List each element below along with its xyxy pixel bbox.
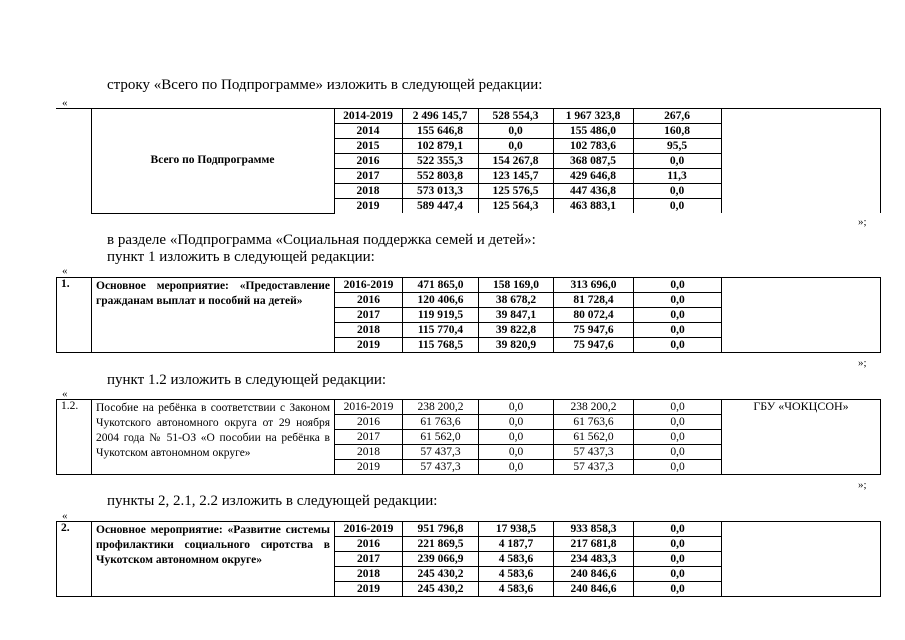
- federal-budget-cell: 0,0: [479, 445, 554, 460]
- federal-budget-cell: 125 576,5: [478, 184, 553, 199]
- federal-budget-cell: 125 564,3: [478, 199, 553, 214]
- local-budget-cell: 0,0: [634, 430, 722, 445]
- regional-budget-cell: 933 858,3: [554, 522, 634, 537]
- federal-budget-cell: 0,0: [479, 460, 554, 475]
- period-cell: 2016-2019: [335, 400, 403, 415]
- table-row: [57, 522, 881, 537]
- total-cell: 552 803,8: [402, 169, 478, 184]
- local-budget-cell: 0,0: [633, 154, 721, 169]
- paragraph-item-1: пункт 1 изложить в следующей редакции:: [107, 249, 375, 265]
- paragraph-item-1-2: пункт 1.2 изложить в следующей редакции:: [107, 372, 387, 388]
- close-quote: »;: [858, 357, 867, 369]
- local-budget-cell: 0,0: [634, 338, 722, 353]
- local-budget-cell: 0,0: [634, 415, 722, 430]
- regional-budget-cell: 75 947,6: [554, 323, 634, 338]
- period-cell: 2016-2019: [335, 522, 403, 537]
- period-cell: 2019: [335, 338, 403, 353]
- federal-budget-cell: 38 678,2: [479, 293, 554, 308]
- total-cell: 2 496 145,7: [402, 109, 478, 124]
- period-cell: 2017: [335, 430, 403, 445]
- local-budget-cell: 0,0: [633, 199, 721, 214]
- regional-budget-cell: 75 947,6: [554, 338, 634, 353]
- item-number: 1.: [57, 278, 92, 353]
- regional-budget-cell: 238 200,2: [554, 400, 634, 415]
- local-budget-cell: 0,0: [634, 400, 722, 415]
- total-cell: 120 406,6: [403, 293, 479, 308]
- total-cell: 115 768,5: [403, 338, 479, 353]
- period-cell: 2016: [335, 293, 403, 308]
- period-cell: 2018: [335, 567, 403, 582]
- item-name: Основное мероприятие: «Предоставление гражданам выплат и пособий на детей»: [92, 278, 335, 353]
- federal-budget-cell: 0,0: [479, 415, 554, 430]
- regional-budget-cell: 463 883,1: [553, 199, 633, 214]
- period-cell: 2019: [335, 582, 403, 597]
- total-cell: 57 437,3: [403, 445, 479, 460]
- total-cell: 57 437,3: [403, 460, 479, 475]
- local-budget-cell: 0,0: [634, 308, 722, 323]
- period-cell: 2019: [334, 199, 402, 214]
- period-cell: 2018: [335, 323, 403, 338]
- total-cell: 61 562,0: [403, 430, 479, 445]
- period-cell: 2017: [334, 169, 402, 184]
- federal-budget-cell: 158 169,0: [479, 278, 554, 293]
- total-cell: 238 200,2: [403, 400, 479, 415]
- regional-budget-cell: 57 437,3: [554, 460, 634, 475]
- regional-budget-cell: 57 437,3: [554, 445, 634, 460]
- table-row: [56, 109, 880, 124]
- open-quote: «: [62, 97, 68, 109]
- federal-budget-cell: 4 583,6: [479, 552, 554, 567]
- regional-budget-cell: 429 646,8: [553, 169, 633, 184]
- executor-cell: ГБУ «ЧОКЦСОН»: [722, 400, 881, 475]
- regional-budget-cell: 61 763,6: [554, 415, 634, 430]
- total-cell: 239 066,9: [403, 552, 479, 567]
- federal-budget-cell: 39 820,9: [479, 338, 554, 353]
- total-cell: 245 430,2: [403, 582, 479, 597]
- federal-budget-cell: 39 822,8: [479, 323, 554, 338]
- total-cell: 522 355,3: [402, 154, 478, 169]
- total-cell: 573 013,3: [402, 184, 478, 199]
- total-cell: 951 796,8: [403, 522, 479, 537]
- total-cell: 589 447,4: [402, 199, 478, 214]
- regional-budget-cell: 234 483,3: [554, 552, 634, 567]
- item-number: 2.: [57, 522, 92, 597]
- paragraph-section: в разделе «Подпрограмма «Социальная поддержка семей и детей»:: [107, 232, 536, 248]
- local-budget-cell: 0,0: [634, 460, 722, 475]
- local-budget-cell: 0,0: [634, 323, 722, 338]
- period-cell: 2016-2019: [335, 278, 403, 293]
- federal-budget-cell: 4 583,6: [479, 582, 554, 597]
- table-row: [57, 278, 881, 293]
- total-cell: 102 879,1: [402, 139, 478, 154]
- local-budget-cell: 0,0: [634, 537, 722, 552]
- executor-cell: [722, 278, 881, 353]
- paragraph-items-2: пункты 2, 2.1, 2.2 изложить в следующей редакции:: [107, 493, 438, 509]
- local-budget-cell: 0,0: [634, 278, 722, 293]
- total-cell: 245 430,2: [403, 567, 479, 582]
- local-budget-cell: 267,6: [633, 109, 721, 124]
- item-name: Пособие на ребёнка в соответствии с Законом Чукотского автономного округа от 29 ноября 2004 года № 51-ОЗ «О пособии на ребёнка в Чукотском автономном округе»: [92, 400, 335, 475]
- open-quote: «: [62, 265, 68, 277]
- period-cell: 2019: [335, 460, 403, 475]
- period-cell: 2016: [335, 415, 403, 430]
- local-budget-cell: 95,5: [633, 139, 721, 154]
- regional-budget-cell: 80 072,4: [554, 308, 634, 323]
- local-budget-cell: 0,0: [634, 567, 722, 582]
- regional-budget-cell: 61 562,0: [554, 430, 634, 445]
- executor-cell: [721, 109, 880, 214]
- regional-budget-cell: 368 087,5: [553, 154, 633, 169]
- federal-budget-cell: 0,0: [478, 124, 553, 139]
- table-item-1-2: [56, 399, 881, 475]
- item-number: 1.2.: [57, 400, 92, 475]
- regional-budget-cell: 447 436,8: [553, 184, 633, 199]
- regional-budget-cell: 81 728,4: [554, 293, 634, 308]
- federal-budget-cell: 0,0: [479, 430, 554, 445]
- open-quote: «: [62, 388, 68, 400]
- local-budget-cell: 0,0: [634, 552, 722, 567]
- table-total-subprogram: [56, 108, 881, 214]
- period-cell: 2014-2019: [334, 109, 402, 124]
- close-quote: »;: [858, 216, 867, 228]
- federal-budget-cell: 0,0: [478, 139, 553, 154]
- period-cell: 2015: [334, 139, 402, 154]
- total-cell: 61 763,6: [403, 415, 479, 430]
- local-budget-cell: 0,0: [634, 445, 722, 460]
- federal-budget-cell: 17 938,5: [479, 522, 554, 537]
- period-cell: 2016: [335, 537, 403, 552]
- local-budget-cell: 0,0: [633, 184, 721, 199]
- federal-budget-cell: 4 187,7: [479, 537, 554, 552]
- total-cell: 119 919,5: [403, 308, 479, 323]
- regional-budget-cell: 155 486,0: [553, 124, 633, 139]
- regional-budget-cell: 313 696,0: [554, 278, 634, 293]
- period-cell: 2016: [334, 154, 402, 169]
- table-item-1: [56, 277, 881, 353]
- paragraph-total-line: строку «Всего по Подпрограмме» изложить в следующей редакции:: [107, 77, 543, 93]
- table-row: [57, 400, 881, 415]
- close-quote: »;: [858, 479, 867, 491]
- regional-budget-cell: 102 783,6: [553, 139, 633, 154]
- table-item-2: [56, 521, 881, 597]
- federal-budget-cell: 154 267,8: [478, 154, 553, 169]
- item-name: Основное мероприятие: «Развитие системы профилактики социального сиротства в Чукотском автономном округе»: [92, 522, 335, 597]
- local-budget-cell: 0,0: [634, 293, 722, 308]
- federal-budget-cell: 0,0: [479, 400, 554, 415]
- federal-budget-cell: 528 554,3: [478, 109, 553, 124]
- federal-budget-cell: 4 583,6: [479, 567, 554, 582]
- executor-cell: [722, 522, 881, 597]
- total-cell: 471 865,0: [403, 278, 479, 293]
- period-cell: 2014: [334, 124, 402, 139]
- total-cell: 115 770,4: [403, 323, 479, 338]
- item-name: Всего по Подпрограмме: [91, 109, 334, 214]
- total-cell: 155 646,8: [402, 124, 478, 139]
- period-cell: 2018: [334, 184, 402, 199]
- local-budget-cell: 11,3: [633, 169, 721, 184]
- federal-budget-cell: 39 847,1: [479, 308, 554, 323]
- regional-budget-cell: 1 967 323,8: [553, 109, 633, 124]
- local-budget-cell: 160,8: [633, 124, 721, 139]
- local-budget-cell: 0,0: [634, 522, 722, 537]
- federal-budget-cell: 123 145,7: [478, 169, 553, 184]
- open-quote: «: [62, 510, 68, 522]
- regional-budget-cell: 240 846,6: [554, 567, 634, 582]
- period-cell: 2017: [335, 308, 403, 323]
- regional-budget-cell: 217 681,8: [554, 537, 634, 552]
- period-cell: 2018: [335, 445, 403, 460]
- regional-budget-cell: 240 846,6: [554, 582, 634, 597]
- local-budget-cell: 0,0: [634, 582, 722, 597]
- period-cell: 2017: [335, 552, 403, 567]
- total-cell: 221 869,5: [403, 537, 479, 552]
- item-number: [56, 109, 91, 214]
